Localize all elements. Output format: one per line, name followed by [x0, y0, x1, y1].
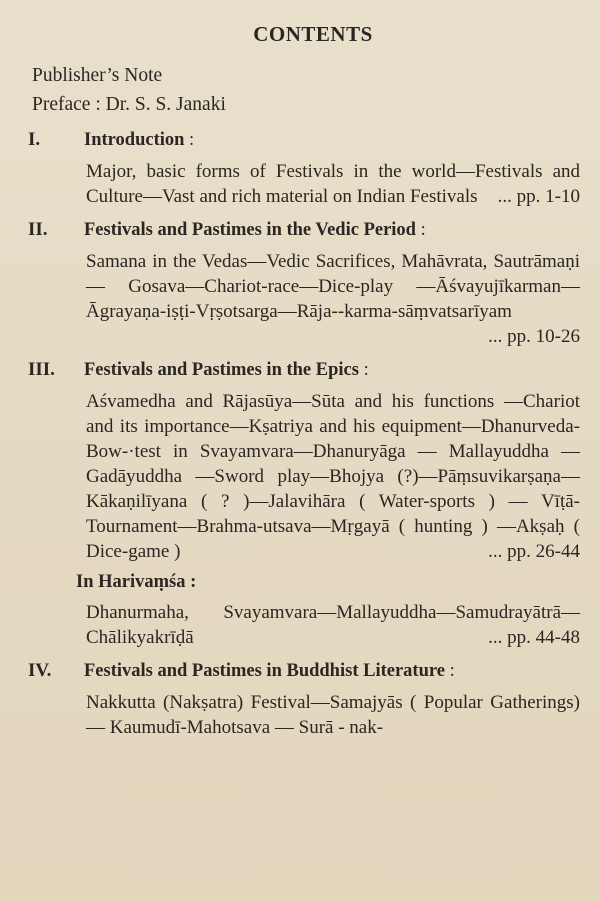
page-title: CONTENTS	[253, 22, 373, 46]
chapter-heading	[28, 125, 580, 155]
chapter-summary	[86, 690, 580, 740]
page-range: ... pp. 44-48	[488, 627, 580, 648]
chapter-heading	[28, 355, 580, 385]
front-matter-publishers-note: Publisher’s Note	[32, 65, 163, 86]
chapter-title	[84, 656, 455, 686]
chapter-title-text: Festivals and Pastimes in Buddhist Literature	[84, 661, 445, 681]
chapter-summary	[86, 389, 580, 564]
front-matter-preface: Preface : Dr. S. S. Janaki	[32, 94, 226, 115]
page-range: ... pp. 1-10	[497, 186, 580, 207]
chapter-numeral: III.	[28, 359, 55, 380]
chapter-title-colon: :	[189, 130, 195, 150]
chapter-title-text: Festivals and Pastimes in the Epics	[84, 360, 359, 380]
chapter-title	[84, 355, 369, 385]
chapter-title-colon: :	[449, 661, 455, 681]
chapter-title-colon: :	[420, 220, 426, 240]
subsection-summary-text: Dhanurmaha, Svayamvara—Mallayuddha—Samudrayātrā—Chālikyakrīḍā	[86, 602, 580, 648]
chapter-2	[28, 215, 580, 349]
chapter-heading	[28, 656, 580, 686]
chapter-summary-text: Nakkutta (Nakṣatra) Festival—Samajyās ( Popular Gatherings) — Kaumudī-Mahotsava — Surā - nak-	[86, 692, 580, 738]
chapter-numeral: IV.	[28, 660, 52, 681]
page-range: ... pp. 10-26	[488, 326, 580, 347]
chapter-title	[84, 125, 194, 155]
chapter-3	[28, 355, 580, 650]
subsection-title: In Harivaṃśa :	[76, 572, 197, 592]
chapter-title-colon: :	[363, 360, 369, 380]
chapter-summary-text: Samana in the Vedas—Vedic Sacrifices, Mahāvrata, Sautrāmaṇi— Gosava—Chariot-race—Dice-play —Āśvayujīkarman—Āgrayaṇa-iṣṭi-Vṛṣotsarga—Rāja--karma-sāṃvatsarīyam	[86, 251, 580, 322]
chapter-title-text: Introduction	[84, 130, 185, 150]
chapter-heading	[28, 215, 580, 245]
chapter-summary-text: Major, basic forms of Festivals in the world—Festivals and Culture—Vast and rich material on Indian Festivals	[86, 161, 580, 207]
chapter-title-text: Festivals and Pastimes in the Vedic Period	[84, 220, 416, 240]
chapter-numeral: I.	[28, 129, 41, 150]
chapter-numeral: II.	[28, 219, 48, 240]
chapter-summary-text: Aśvamedha and Rājasūya—Sūta and his functions —Chariot and its importance—Kṣatriya and his equipment—Dhanurveda-Bow-·test in Svayamvara—Dhanuryāga — Mallayuddha — Gadāyuddha —Sword play—Bhojya (?)—Pāṃsuvikarṣaṇa—Kākaṇilīyana ( ? )—Jalavihāra ( Water-sports ) — Vīṭā-Tournament—Brahma-utsava—Mṛgayā ( hunting ) —Akṣaḥ ( Dice-game )	[86, 391, 580, 562]
chapter-1	[28, 125, 580, 209]
subsection-summary	[86, 600, 580, 650]
chapter-4	[28, 656, 580, 740]
chapter-summary	[86, 159, 580, 209]
page-range: ... pp. 26-44	[488, 541, 580, 562]
chapter-summary	[86, 249, 580, 349]
chapter-title	[84, 215, 426, 245]
